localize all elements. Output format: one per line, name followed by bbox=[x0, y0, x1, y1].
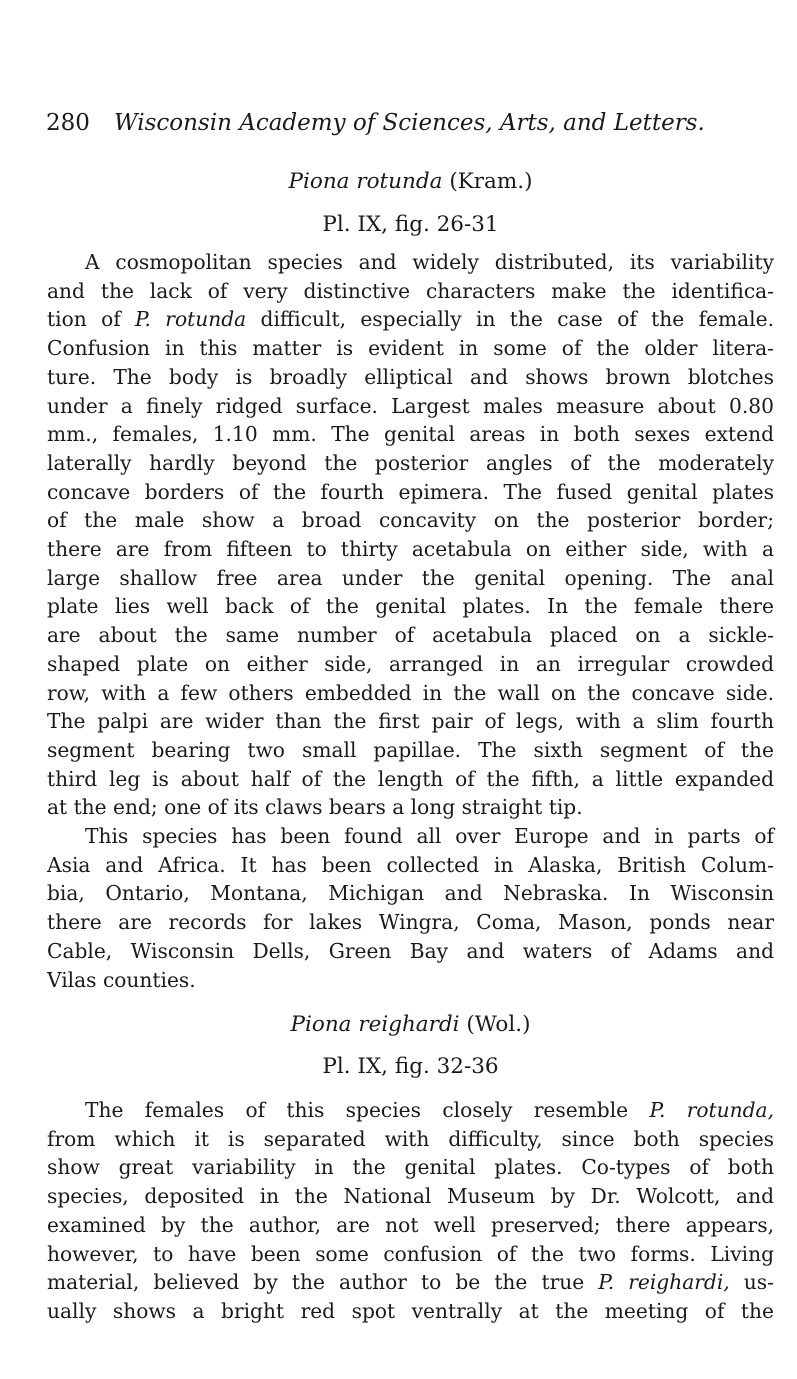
text-line: Confusion in this matter is evident in some of the older litera- bbox=[47, 336, 774, 361]
running-head bbox=[46, 108, 766, 138]
text-line: This species has been found all over Europe and in parts of bbox=[85, 824, 774, 848]
text-line: species, deposited in the National Museum by Dr. Wolcott, and bbox=[47, 1184, 774, 1209]
text-line: examined by the author, are not well preserved; there appears, bbox=[47, 1212, 774, 1237]
text-line: row, with a few others embedded in the wall on the concave side. bbox=[47, 680, 774, 705]
paragraph-rotunda-distribution bbox=[47, 822, 774, 994]
text-line: ually shows a bright red spot ventrally at the meeting of the bbox=[47, 1298, 774, 1323]
text-line: Asia and Africa. It has been collected in Alaska, British Colum- bbox=[47, 852, 774, 877]
species-authority: (Wol.) bbox=[466, 1012, 531, 1037]
text-line: plate lies well back of the genital plates. In the female there bbox=[47, 594, 774, 619]
text-line: The palpi are wider than the first pair of legs, with a slim fourth bbox=[47, 709, 774, 734]
text-line: at the end; one of its claws bears a long straight tip. bbox=[47, 795, 583, 820]
text-line: ture. The body is broadly elliptical and shows brown blotches bbox=[47, 364, 774, 389]
paragraph-rotunda-description bbox=[47, 248, 774, 822]
text-line: under a finely ridged surface. Largest males measure about 0.80 bbox=[47, 393, 774, 418]
text-line: from which it is separated with difficulty, since both species bbox=[47, 1126, 774, 1151]
text-line: Cable, Wisconsin Dells, Green Bay and waters of Adams and bbox=[47, 938, 774, 963]
text-line: of the male show a broad concavity on the posterior border; bbox=[47, 508, 774, 533]
text-line: there are from fifteen to thirty acetabula on either side, with a bbox=[47, 537, 774, 562]
species-heading-reighardi bbox=[47, 1011, 774, 1039]
text-line: third leg is about half of the length of the fifth, a little expanded bbox=[47, 766, 774, 791]
text-line: and the lack of very distinctive characters make the identifica- bbox=[47, 278, 774, 303]
paragraph-reighardi-description bbox=[47, 1096, 774, 1326]
text-line: bia, Ontario, Montana, Michigan and Nebraska. In Wisconsin bbox=[47, 881, 774, 906]
text-line: segment bearing two small papillae. The sixth segment of the bbox=[47, 737, 774, 762]
text-line: large shallow free area under the genital opening. The anal bbox=[47, 565, 774, 590]
species-heading-rotunda bbox=[47, 168, 774, 196]
text-line: are about the same number of acetabula placed on a sickle- bbox=[47, 623, 774, 648]
text-line: show great variability in the genital plates. Co-types of both bbox=[47, 1155, 774, 1180]
journal-title: Wisconsin Academy of Sciences, Arts, and Letters. bbox=[114, 110, 705, 136]
species-name: Piona reighardi bbox=[290, 1012, 460, 1037]
text-line: Vilas counties. bbox=[47, 967, 196, 992]
text-line: shaped plate on either side, arranged in an irregular crowded bbox=[47, 651, 774, 676]
text-line: The females of this species closely resemble P. rotunda, bbox=[85, 1098, 774, 1122]
text-line: laterally hardly beyond the posterior angles of the moderately bbox=[47, 450, 774, 475]
species-authority: (Kram.) bbox=[449, 169, 533, 194]
text-line: A cosmopolitan species and widely distributed, its variability bbox=[85, 250, 774, 274]
text-line: there are records for lakes Wingra, Coma, Mason, ponds near bbox=[47, 910, 774, 935]
plate-reference-rotunda: Pl. IX, fig. 26-31 bbox=[322, 212, 499, 237]
plate-reference-reighardi: Pl. IX, fig. 32-36 bbox=[322, 1054, 499, 1079]
text-line: however, to have been some confusion of the two forms. Living bbox=[47, 1241, 774, 1266]
text-line: tion of P. rotunda difficult, especially in the case of the female. bbox=[47, 307, 775, 332]
page-number: 280 bbox=[46, 110, 90, 136]
species-name: Piona rotunda bbox=[288, 169, 443, 194]
text-line: concave borders of the fourth epimera. The fused genital plates bbox=[47, 479, 774, 504]
text-line: mm., females, 1.10 mm. The genital areas in both sexes extend bbox=[47, 422, 774, 447]
text-line: material, believed by the author to be the true P. reighardi, us- bbox=[47, 1270, 774, 1295]
